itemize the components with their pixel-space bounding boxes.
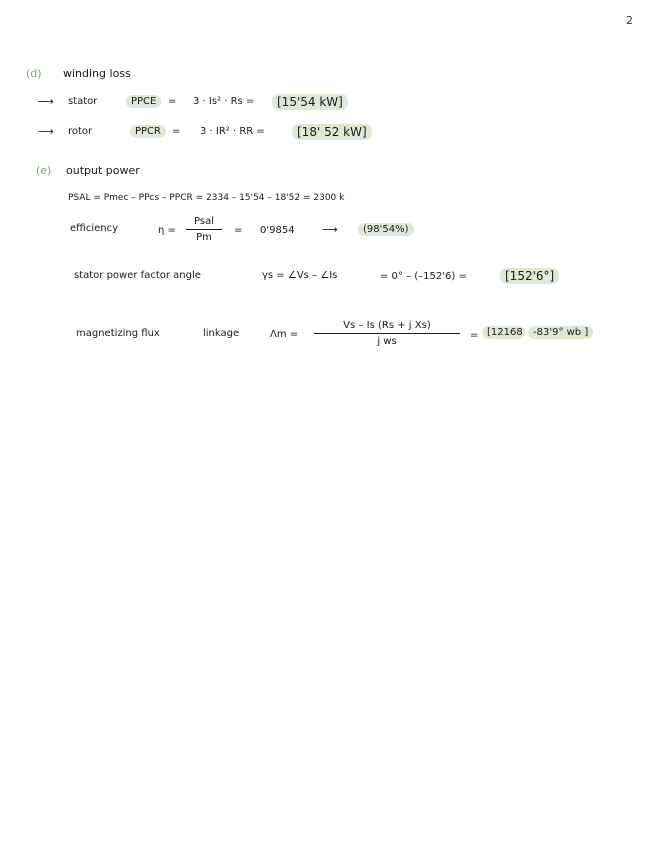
section-d-label: (d) xyxy=(26,67,42,80)
efficiency-fraction xyxy=(186,215,222,244)
flux-label: magnetizing flux xyxy=(76,328,160,339)
flux-result-magnitude: [12168 xyxy=(482,326,525,339)
flux-denominator: j ws xyxy=(377,336,397,347)
page-number: 2 xyxy=(626,14,633,27)
flux-eq: = xyxy=(470,330,479,341)
stator-pf-label: stator power factor angle xyxy=(74,270,201,281)
rotor-label: rotor xyxy=(68,126,93,137)
rotor-symbol: PPCR xyxy=(130,125,166,138)
stator-arrow: ⟶ xyxy=(38,95,54,108)
stator-symbol: PPCE xyxy=(126,95,161,108)
flux-lhs: Λm = xyxy=(270,329,299,340)
flux-fraction xyxy=(314,319,460,348)
efficiency-numerator: Psal xyxy=(194,216,214,227)
section-d-title: winding loss xyxy=(63,67,131,80)
section-e-title: output power xyxy=(66,164,140,177)
rotor-result: [18' 52 kW] xyxy=(292,124,372,140)
rotor-expr: 3 · IR² · RR = xyxy=(200,126,265,137)
section-e-label: (e) xyxy=(36,164,52,177)
efficiency-result: (98'54%) xyxy=(358,223,414,236)
stator-expr: 3 · Is² · Rs = xyxy=(193,96,255,107)
efficiency-value: 0'9854 xyxy=(260,225,295,236)
stator-result: [15'54 kW] xyxy=(272,94,348,110)
stator-label: stator xyxy=(68,96,98,107)
flux-label-linkage: linkage xyxy=(203,328,240,339)
efficiency-label: efficiency xyxy=(70,223,119,234)
stator-pf-expr-right: = 0° – (–152'6) = xyxy=(380,271,467,282)
stator-pf-result: [152'6°] xyxy=(500,268,559,284)
rotor-eq: = xyxy=(172,126,181,137)
efficiency-eta: η = xyxy=(158,225,176,236)
flux-result-angle: -83'9° wb ] xyxy=(528,326,593,339)
psal-equation: PSAL = Pmec – PPcs – PPCR = 2334 – 15'54 – 18'52 = 2300 k xyxy=(68,193,345,203)
rotor-arrow: ⟶ xyxy=(38,125,54,138)
stator-eq: = xyxy=(168,96,177,107)
efficiency-arrow: ⟶ xyxy=(322,223,338,236)
efficiency-denominator: Pm xyxy=(196,232,212,243)
efficiency-eq: = xyxy=(234,225,243,236)
stator-pf-expr-left: γs = ∠Vs – ∠Is xyxy=(262,270,338,281)
flux-numerator: Vs – Is (Rs + j Xs) xyxy=(343,320,431,331)
